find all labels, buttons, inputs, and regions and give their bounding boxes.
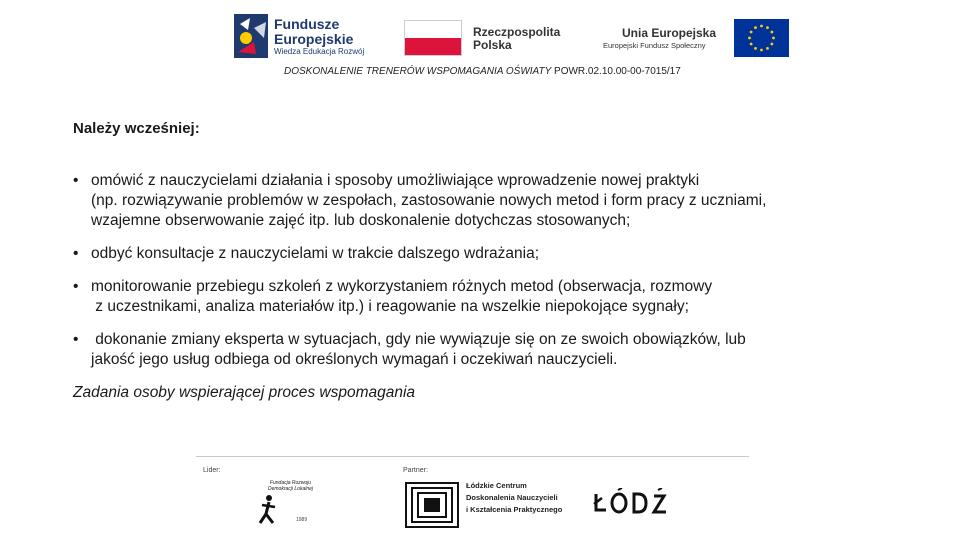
lodz-city-logo: [592, 488, 672, 518]
funds-logo-text: [274, 17, 353, 47]
walking-figure-icon: [260, 495, 275, 523]
ldz-line3: i Kształcenia Praktycznego: [466, 505, 563, 514]
frdl-name: Fundacja Rozwoju Demokracji Lokalnej: [267, 480, 314, 492]
bullet-dot: •: [73, 172, 79, 189]
project-code: POWR.02.10.00-00-7015/17: [551, 66, 681, 77]
eu-star-icon: [748, 37, 751, 40]
eu-star-icon: [770, 31, 773, 34]
funds-logo-line1: Fundusze: [274, 16, 340, 32]
section-heading: Należy wcześniej:: [73, 120, 200, 137]
poland-line2: Polska: [473, 38, 512, 52]
eu-star-icon: [760, 25, 763, 28]
list-item-line: monitorowanie przebiegu szkoleń z wykorzystaniem różnych metod (obserwacja, rozmowy: [91, 278, 713, 295]
closing-italic-text: Zadania osoby wspierającej proces wspomagania: [73, 384, 416, 401]
list-item-line: z uczestnikami, analiza materiałów itp.) i reagowanie na wszelkie niepokojące sygnały;: [91, 298, 689, 315]
eu-subtitle: Europejski Fundusz Społeczny: [603, 41, 706, 50]
list-item: [73, 171, 913, 231]
eu-star-icon: [770, 43, 773, 46]
ldz-line2: Doskonalenia Nauczycieli: [466, 493, 558, 502]
bullet-dot: •: [73, 245, 79, 262]
poland-line1: Rzeczpospolita: [473, 25, 561, 39]
eu-star-icon: [766, 47, 769, 50]
poland-flag: [404, 20, 462, 56]
bullet-list: [73, 171, 913, 383]
poland-logo-text: [473, 26, 560, 52]
funds-logo-line2: Europejskie: [274, 31, 354, 47]
eu-title: Unia Europejska: [622, 26, 717, 40]
list-item-line: odbyć konsultacje z nauczycielami w trakcie dalszego wdrażania;: [91, 245, 539, 262]
eu-star-icon: [750, 43, 753, 46]
list-item-line: jakość jego usług odbiega od określonych wymagań i oczekiwań nauczycieli.: [91, 351, 618, 368]
eu-star-icon: [754, 26, 757, 29]
bullet-dot: •: [73, 278, 79, 295]
ldz-logo: [405, 482, 459, 528]
bullet-dot: •: [73, 331, 79, 348]
lider-label: Lider:: [203, 467, 221, 474]
eu-star-icon: [754, 47, 757, 50]
list-item: [73, 330, 913, 370]
partner-label: Partner:: [403, 467, 428, 474]
eu-star-icon: [750, 31, 753, 34]
frdl-year: 1989: [296, 517, 308, 523]
ldz-name: [466, 480, 562, 516]
list-item: [73, 244, 913, 264]
project-name: DOSKONALENIE TRENERÓW WSPOMAGANIA OŚWIATY: [284, 66, 552, 77]
list-item-line: omówić z nauczycielami działania i sposoby umożliwiające wprowadzenie nowej praktyki: [91, 172, 700, 189]
list-item-line: wzajemne obserwowanie zajęć itp. lub doskonalenie dotychczas stosowanych;: [91, 212, 631, 229]
funds-logo-subtitle: Wiedza Edukacja Rozwój: [274, 47, 365, 56]
eu-star-icon: [766, 26, 769, 29]
project-subtitle: [284, 66, 681, 77]
list-item-line: dokonanie zmiany eksperta w sytuacjach, gdy nie wywiązuje się on ze swoich obowiązków, lub: [91, 331, 746, 348]
eu-star-icon: [772, 37, 775, 40]
eu-flag: [734, 19, 789, 57]
list-item-line: (np. rozwiązywanie problemów w zespołach, zastosowanie nowych metod i form pracy z uczniami,: [91, 192, 767, 209]
ldz-line1: Łódzkie Centrum: [466, 481, 527, 490]
eu-star-icon: [760, 49, 763, 52]
partner-divider: [196, 456, 749, 457]
list-item: [73, 277, 913, 317]
